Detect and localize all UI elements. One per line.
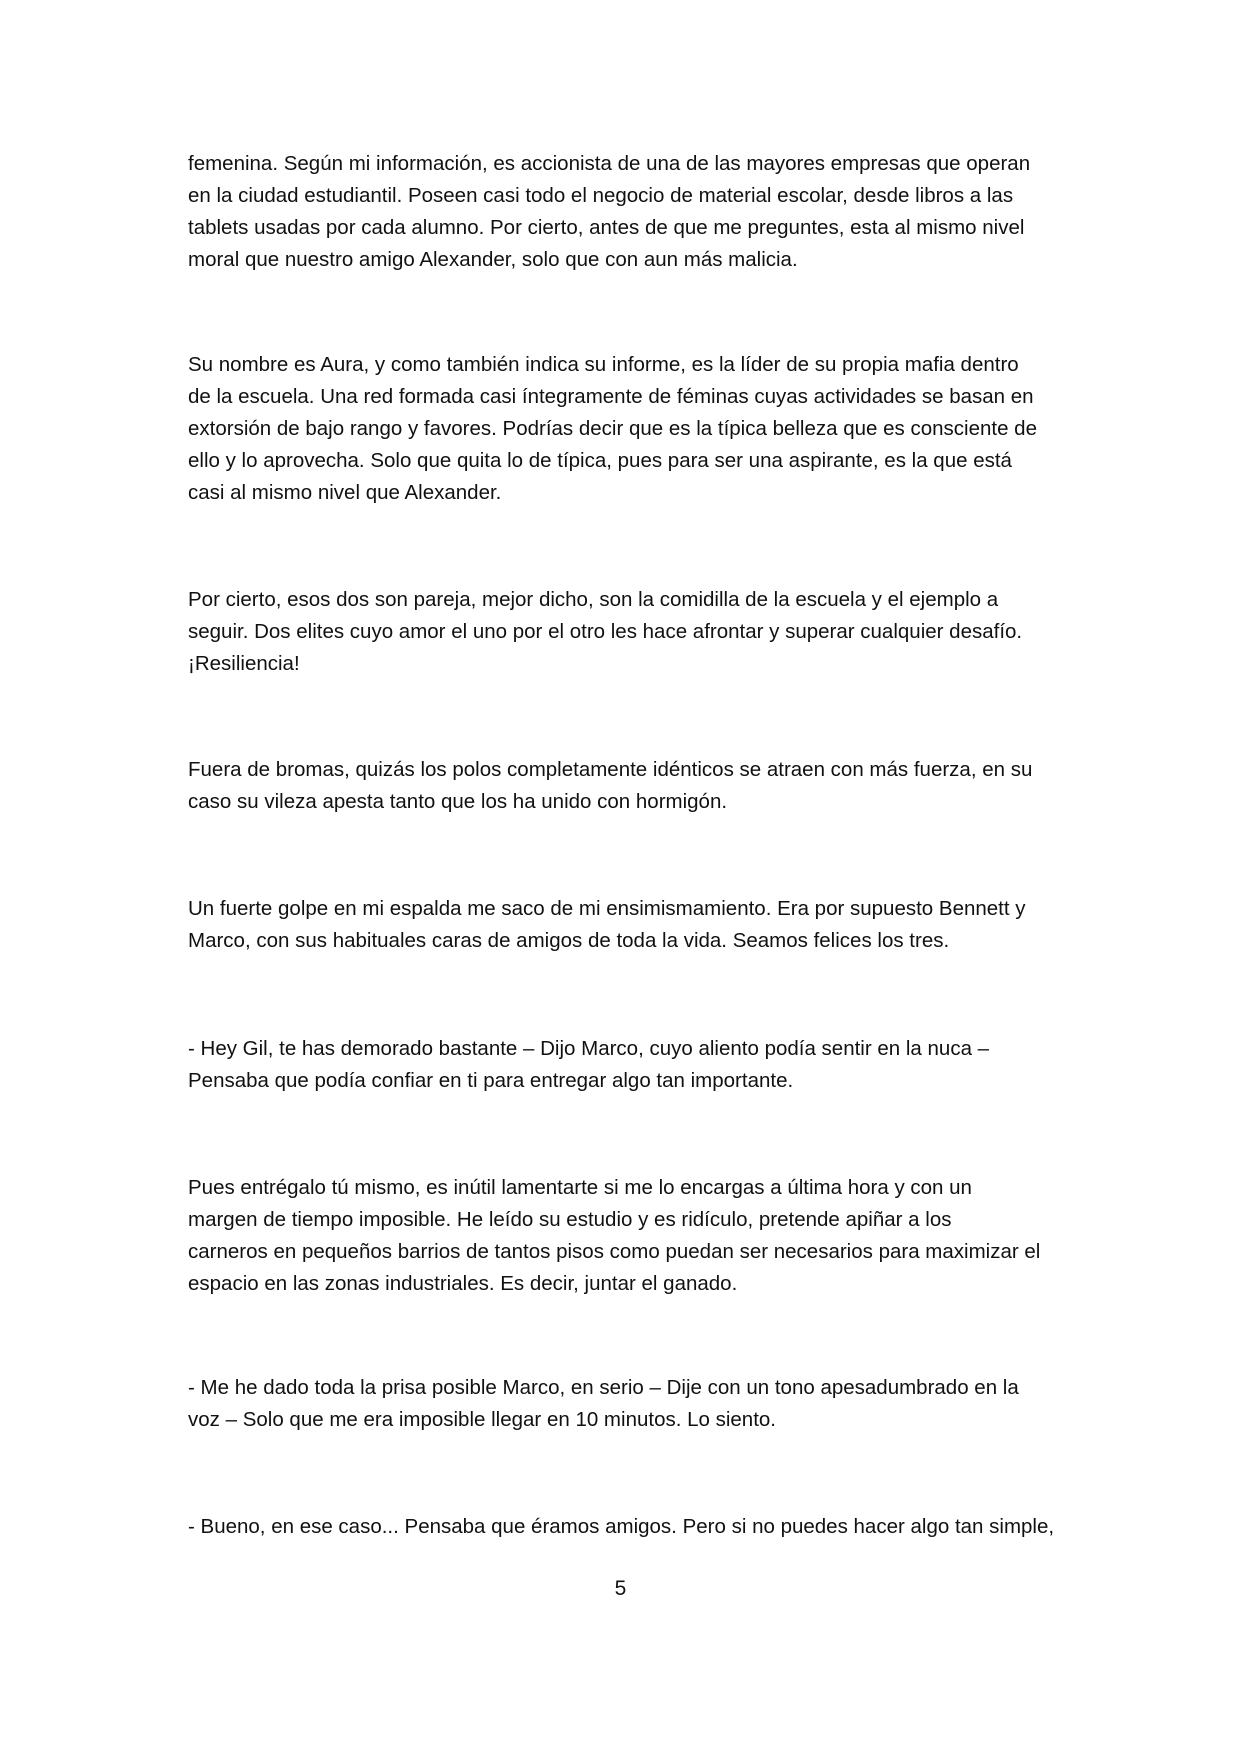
paragraph-7: Pues entrégalo tú mismo, es inútil lamentarte si me lo encargas a última hora y con un margen de tiempo imposible. He leído su estudio y es ridículo, pretende apiñar a los carneros en pequeños barrios de tantos pisos como puedan ser necesarios para maximizar el espacio en las zonas industriales. Es decir, juntar el ganado. bbox=[188, 1176, 1041, 1295]
paragraph-4: Fuera de bromas, quizás los polos completamente idénticos se atraen con más fuerza, en su caso su vileza apesta tanto que los ha unido con hormigón. bbox=[188, 758, 1033, 813]
paragraph-2: Su nombre es Aura, y como también indica su informe, es la líder de su propia mafia dentro de la escuela. Una red formada casi íntegramente de féminas cuyas actividades se basan en extorsión de bajo rango y favores. Podrías decir que es la típica belleza que es consciente de ello y lo aprovecha. Solo que quita lo de típica, pues para ser una aspirante, es la que está casi al mismo nivel que Alexander. bbox=[188, 353, 1037, 504]
paragraph-1: femenina. Según mi información, es accionista de una de las mayores empresas que operan en la ciudad estudiantil. Poseen casi todo el negocio de material escolar, desde libros a las tablets usadas por cada alumno. Por cierto, antes de que me preguntes, esta al mismo nivel moral que nuestro amigo Alexander, solo que con aun más malicia. bbox=[188, 152, 1031, 271]
page-number: 5 bbox=[614, 1577, 627, 1600]
paragraph-3: Por cierto, esos dos son pareja, mejor dicho, son la comidilla de la escuela y el ejemplo a seguir. Dos elites cuyo amor el uno por el otro les hace afrontar y superar cualquier desafío. ¡Resiliencia! bbox=[188, 588, 1023, 675]
paragraph-5: Un fuerte golpe en mi espalda me saco de mi ensimismamiento. Era por supuesto Bennett y Marco, con sus habituales caras de amigos de toda la vida. Seamos felices los tres. bbox=[188, 897, 1026, 952]
paragraph-6: - Hey Gil, te has demorado bastante – Dijo Marco, cuyo aliento podía sentir en la nuca – Pensaba que podía confiar en ti para entregar algo tan importante. bbox=[188, 1037, 990, 1092]
paragraph-8: - Me he dado toda la prisa posible Marco, en serio – Dije con un tono apesadumbrado en la voz – Solo que me era imposible llegar en 10 minutos. Lo siento. bbox=[188, 1376, 1019, 1431]
paragraph-9: - Bueno, en ese caso... Pensaba que éramos amigos. Pero si no puedes hacer algo tan simple, bbox=[188, 1515, 1055, 1538]
